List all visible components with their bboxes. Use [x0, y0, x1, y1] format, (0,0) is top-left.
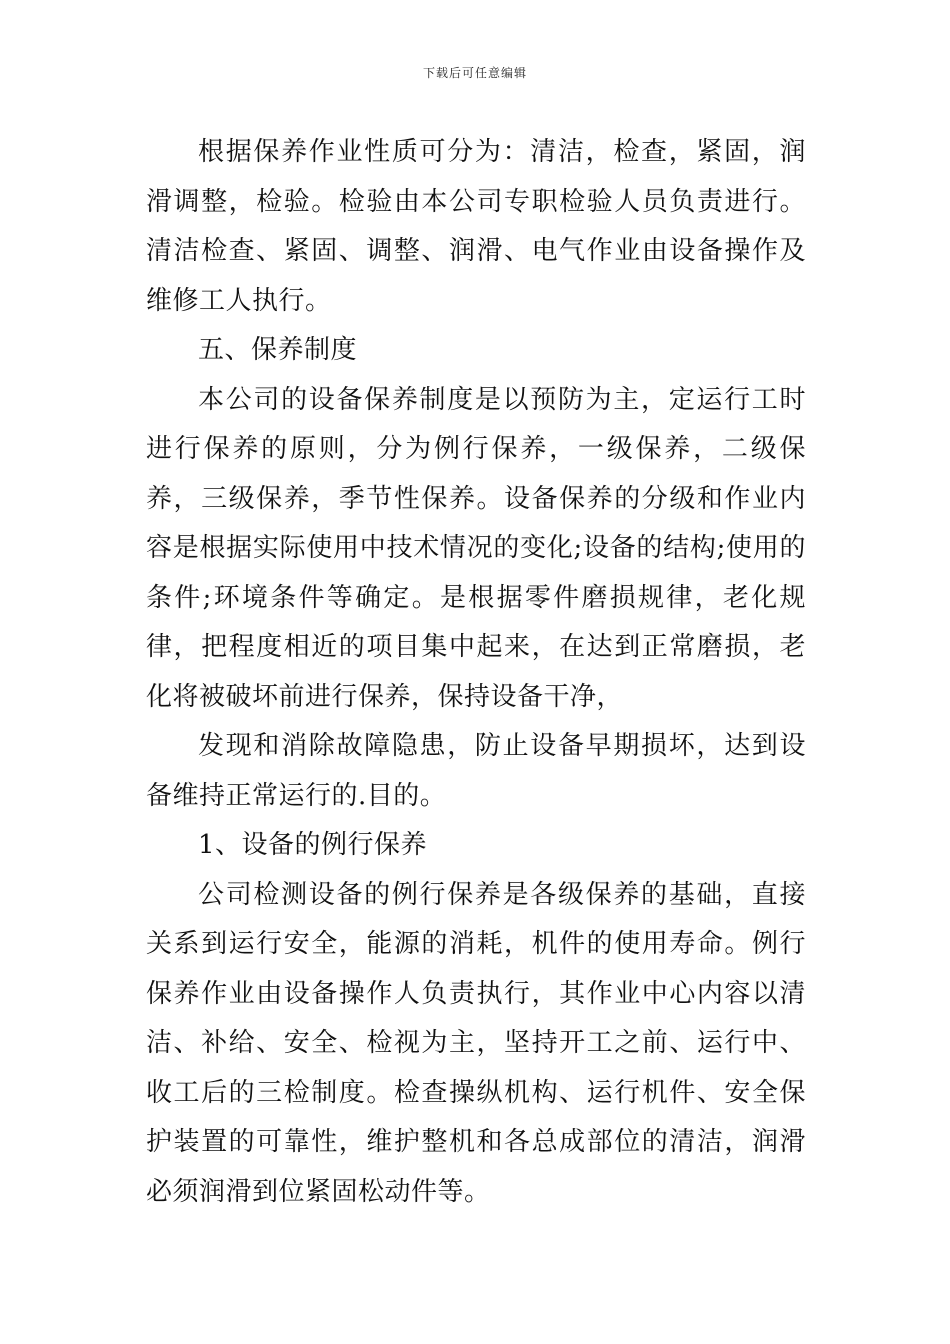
paragraph-maintenance-types: 根据保养作业性质可分为：清洁，检查，紧固，润滑调整，检验。检验由本公司专职检验人员负责进行。清洁检查、紧固、调整、润滑、电气作业由设备操作及维修工人执行。 [146, 137, 806, 316]
paragraph-maintenance-system: 本公司的设备保养制度是以预防为主，定运行工时进行保养的原则，分为例行保养，一级保养，二级保养，三级保养，季节性保养。设备保养的分级和作业内容是根据实际使用中技术情况的变化;设备的结构;使用的条件;环境条件等确定。是根据零件磨损规律，老化规律，把程度相近的项目集中起来，在达到正常磨损，老化将被破坏前进行保养，保持设备干净， [146, 384, 806, 712]
document-body [146, 128, 806, 1217]
download-note: 下载后可任意编辑 [422, 66, 527, 80]
subheading-routine-maintenance: 1、设备的例行保养 [198, 830, 428, 860]
paragraph-fault-prevention: 发现和消除故障隐患，防止设备早期损坏，达到设备维持正常运行的.目的。 [146, 731, 806, 811]
paragraph-routine-maintenance: 公司检测设备的例行保养是各级保养的基础，直接关系到运行安全，能源的消耗，机件的使用寿命。例行保养作业由设备操作人负责执行，其作业中心内容以清洁、补给、安全、检视为主，坚持开工之前、运行中、收工后的三检制度。检查操纵机构、运行机件、安全保护装置的可靠性，维护整机和各总成部位的清洁，润滑必须润滑到位紧固松动件等。 [146, 879, 806, 1207]
section-heading-maintenance-system: 五、保养制度 [198, 335, 358, 365]
